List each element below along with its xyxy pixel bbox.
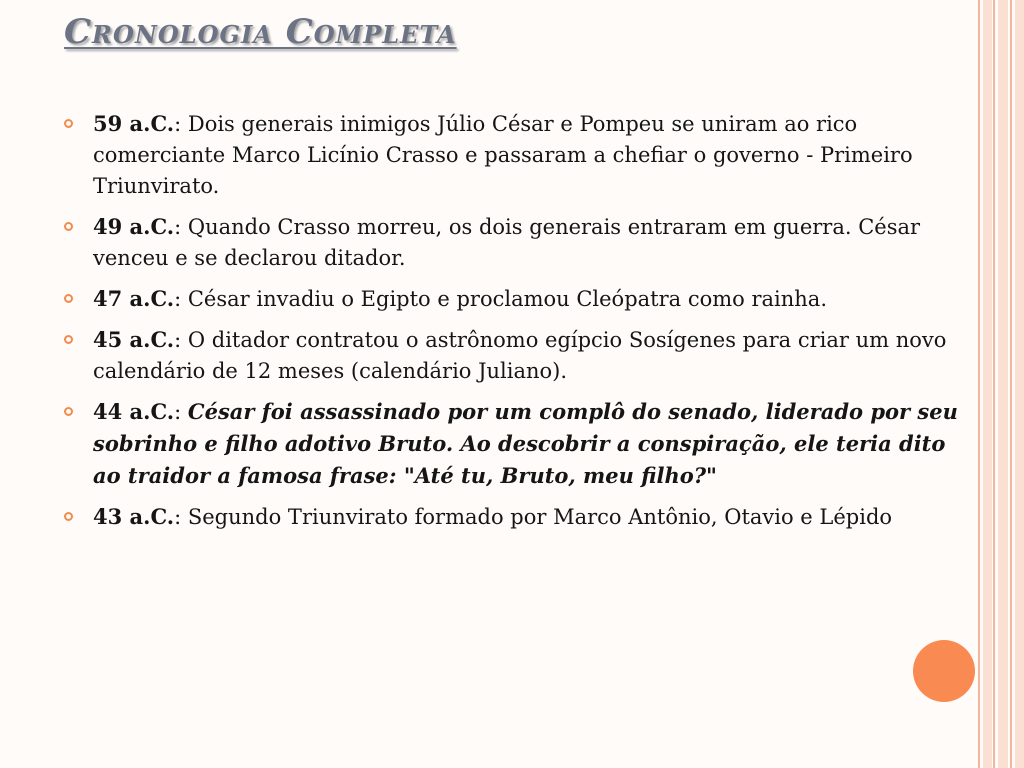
bullet-icon	[64, 222, 73, 231]
bullet-icon	[64, 407, 73, 416]
item-emphasis-text: César foi assassinado por um complô do senado, liderado por seu sobrinho e filho adotivo Bruto. Ao descobrir a conspiração, ele teria dito ao traidor a famosa frase: "Até tu, Bruto, meu filho?"	[93, 399, 958, 488]
item-date: 45 a.C.	[93, 327, 175, 352]
timeline-list	[64, 108, 969, 542]
list-item	[64, 501, 969, 533]
item-text: O ditador contratou o astrônomo egípcio Sosígenes para criar um novo calendário de 12 meses (calendário Juliano).	[93, 328, 947, 383]
decorative-circle	[913, 640, 975, 702]
bullet-icon	[64, 512, 73, 521]
list-item	[64, 211, 969, 274]
item-separator: :	[174, 328, 182, 352]
decorative-stripe	[983, 0, 992, 768]
decorative-stripe	[978, 0, 980, 768]
decorative-stripe	[1015, 0, 1024, 768]
bullet-icon	[64, 294, 73, 303]
slide-title: Cronologia Completa	[64, 12, 457, 52]
item-separator: :	[174, 215, 182, 239]
item-text: Dois generais inimigos Júlio César e Pompeu se uniram ao rico comerciante Marco Licínio Crasso e passaram a chefiar o governo - Primeiro Triunvirato.	[93, 112, 913, 198]
item-date: 44 a.C.	[93, 399, 175, 424]
item-separator: :	[174, 112, 182, 136]
list-item	[64, 396, 969, 492]
item-date: 43 a.C.	[93, 504, 175, 529]
decorative-stripe	[998, 0, 1008, 768]
decorative-stripe	[993, 0, 995, 768]
item-text: Quando Crasso morreu, os dois generais entraram em guerra. César venceu e se declarou ditador.	[93, 215, 921, 270]
item-date: 47 a.C.	[93, 286, 175, 311]
list-item	[64, 108, 969, 202]
decorative-stripe	[1010, 0, 1012, 768]
list-item	[64, 283, 969, 315]
item-date: 49 a.C.	[93, 214, 175, 239]
item-separator: :	[174, 287, 182, 311]
item-date: 59 a.C.	[93, 111, 175, 136]
item-text: Segundo Triunvirato formado por Marco Antônio, Otavio e Lépido	[181, 505, 893, 529]
item-separator: :	[174, 505, 182, 529]
item-separator: :	[174, 400, 188, 424]
item-text: César invadiu o Egipto e proclamou Cleópatra como rainha.	[181, 287, 827, 311]
bullet-icon	[64, 335, 73, 344]
bullet-icon	[64, 119, 73, 128]
list-item	[64, 324, 969, 387]
